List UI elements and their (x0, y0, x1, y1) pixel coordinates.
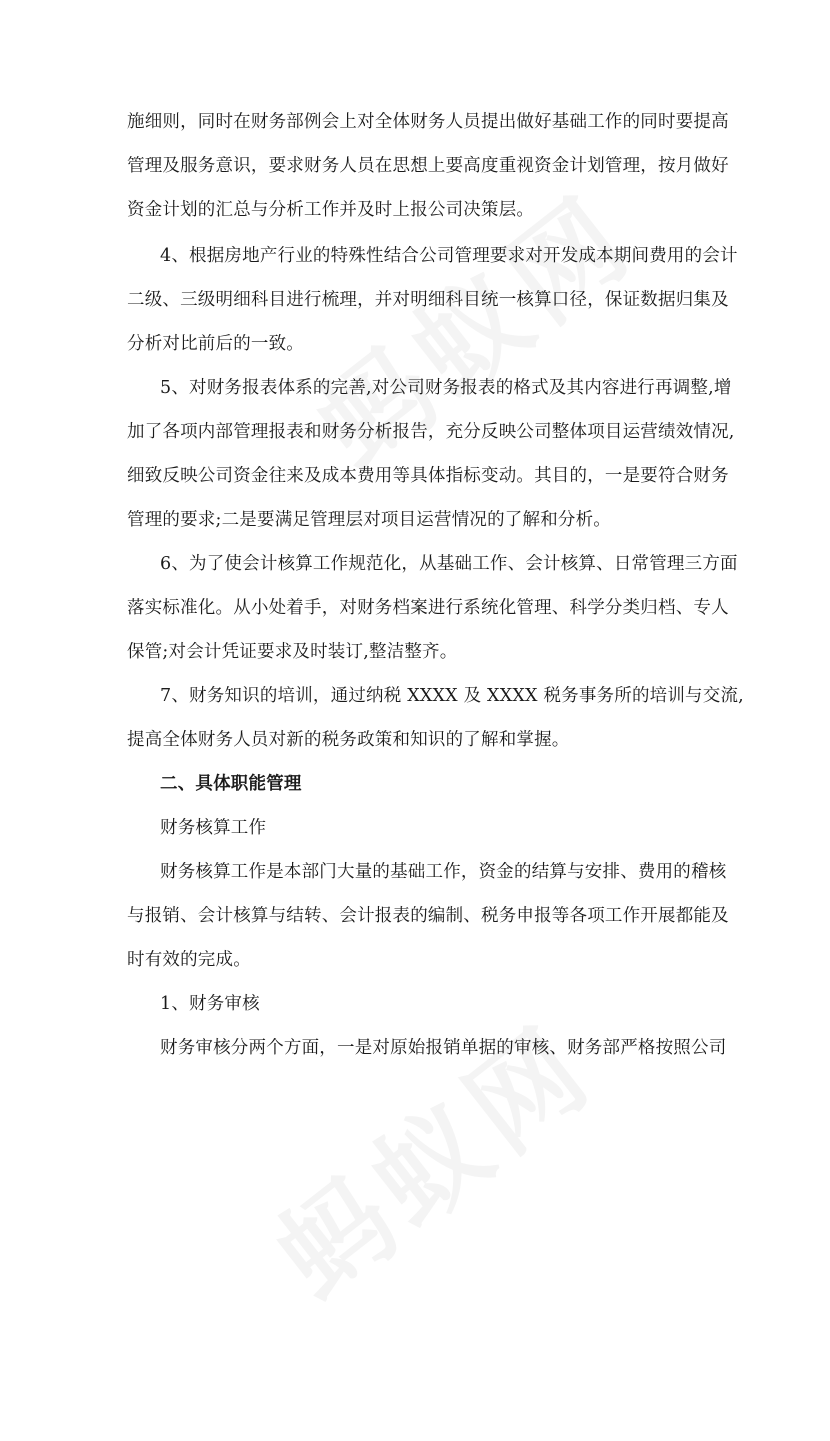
text-line: 二级、三级明细科目进行梳理，并对明细科目统一核算口径，保证数据归集及 (127, 290, 729, 310)
paragraph-audit-start: 财务审核分两个方面，一是对原始报销单据的审核、财务部严格按照公司 (160, 1038, 727, 1058)
text-line: 分析对比前后的一致。 (127, 334, 304, 354)
paragraph-4-start: 4、根据房地产行业的特殊性结合公司管理要求对开发成本期间费用的会计 (160, 246, 738, 266)
text-line: 提高全体财务人员对新的税务政策和知识的了解和掌握。 (127, 730, 570, 750)
section-heading: 二、具体职能管理 (160, 774, 302, 794)
subsection-title: 财务核算工作 (160, 818, 267, 838)
text-line: 管理的要求;二是要满足管理层对项目运营情况的了解和分析。 (127, 510, 611, 530)
text-line: 落实标准化。从小处着手，对财务档案进行系统化管理、科学分类归档、专人 (127, 598, 729, 618)
text-line: 管理及服务意识，要求财务人员在思想上要高度重视资金计划管理，按月做好 (127, 156, 729, 176)
subsection-title: 1、财务审核 (160, 994, 260, 1014)
watermark-bottom (239, 1019, 660, 1440)
text-line: 加了各项内部管理报表和财务分析报告，充分反映公司整体项目运营绩效情况, (127, 422, 735, 442)
text-line: 细致反映公司资金往来及成本费用等具体指标变动。其目的，一是要符合财务 (127, 466, 729, 486)
paragraph-6-start: 6、为了使会计核算工作规范化，从基础工作、会计核算、日常管理三方面 (160, 554, 738, 574)
text-line: 资金计划的汇总与分析工作并及时上报公司决策层。 (127, 200, 535, 220)
text-line: 施细则，同时在财务部例会上对全体财务人员提出做好基础工作的同时要提高 (127, 112, 729, 132)
paragraph-5-start: 5、对财务报表体系的完善,对公司财务报表的格式及其内容进行再调整,增 (160, 378, 732, 398)
paragraph-accounting-start: 财务核算工作是本部门大量的基础工作，资金的结算与安排、费用的稽核 (160, 862, 727, 882)
text-line: 保管;对会计凭证要求及时装订,整洁整齐。 (127, 642, 458, 662)
text-line: 与报销、会计核算与结转、会计报表的编制、税务申报等各项工作开展都能及 (127, 906, 729, 926)
text-line: 时有效的完成。 (127, 950, 251, 970)
paragraph-7-start: 7、财务知识的培训，通过纳税 XXXX 及 XXXX 税务事务所的培训与交流, (160, 686, 744, 706)
